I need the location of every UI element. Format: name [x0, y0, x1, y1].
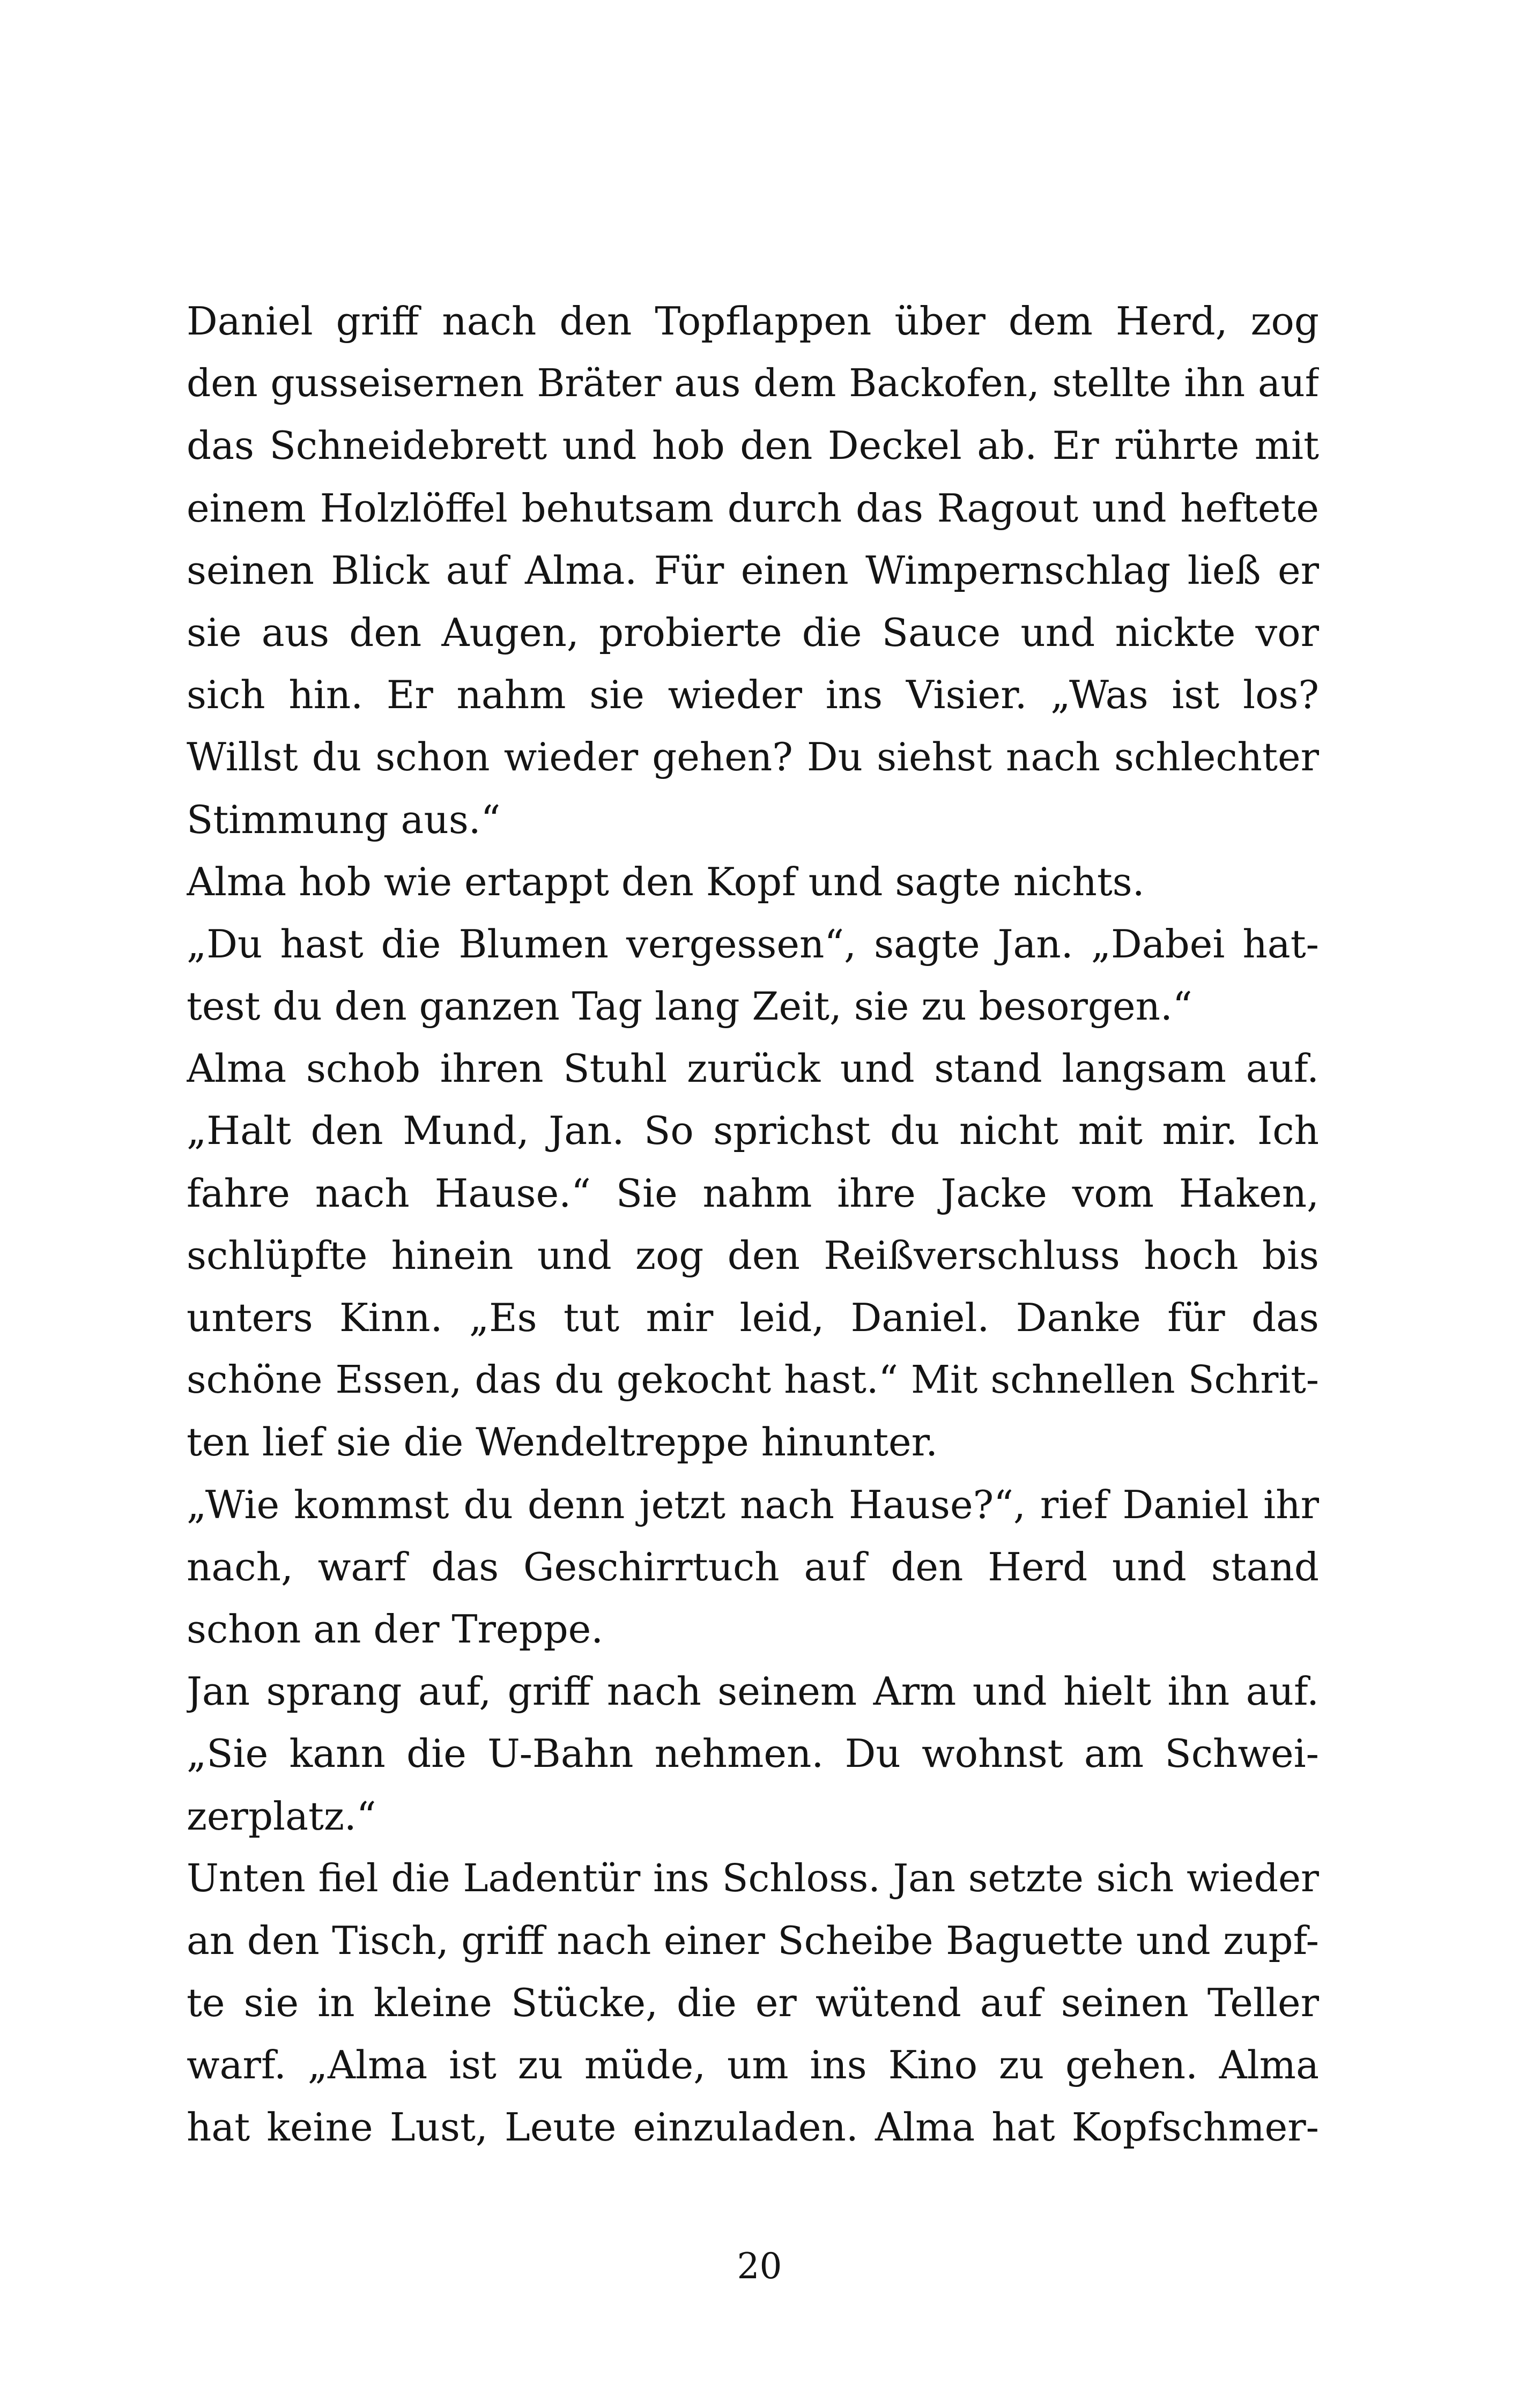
text-line: schon an der Treppe. — [187, 1606, 604, 1652]
text-line: schlüpfte hinein und zog den Reißverschluss hoch bis — [187, 1232, 1319, 1278]
text-line: „Halt den Mund, Jan. So sprichst du nicht mit mir. Ich — [187, 1108, 1319, 1154]
text-line: test du den ganzen Tag lang Zeit, sie zu besorgen.“ — [187, 984, 1192, 1029]
text-line: warf. „Alma ist zu müde, um ins Kino zu gehen. Alma — [187, 2042, 1319, 2088]
text-line: nach, warf das Geschirrtuch auf den Herd und stand — [187, 1544, 1319, 1589]
text-line: „Du hast die Blumen vergessen“, sagte Jan. „Dabei hat- — [187, 921, 1319, 967]
text-line: Alma schob ihren Stuhl zurück und stand langsam auf. — [187, 1046, 1319, 1091]
text-line: sie aus den Augen, probierte die Sauce und nickte vor — [187, 610, 1319, 655]
text-line: Stimmung aus.“ — [187, 797, 501, 842]
text-line: schöne Essen, das du gekocht hast.“ Mit schnellen Schrit- — [187, 1357, 1319, 1402]
text-line: das Schneidebrett und hob den Deckel ab. Er rührte mit — [187, 423, 1319, 469]
text-line: an den Tisch, griff nach einer Scheibe Baguette und zupf- — [187, 1918, 1319, 1963]
text-line: Unten fiel die Ladentür ins Schloss. Jan setzte sich wieder — [187, 1855, 1319, 1900]
text-line: Daniel griff nach den Topflappen über dem Herd, zog — [187, 299, 1319, 344]
text-line: unters Kinn. „Es tut mir leid, Daniel. Danke für das — [187, 1295, 1319, 1340]
text-line: einem Holzlöffel behutsam durch das Ragout und heftete — [187, 485, 1319, 531]
text-line: „Wie kommst du denn jetzt nach Hause?“, rief Daniel ihr — [187, 1482, 1319, 1527]
text-line: den gusseisernen Bräter aus dem Backofen, stellte ihn auf — [187, 361, 1319, 406]
body-text — [187, 290, 1319, 2159]
page-number: 20 — [737, 2246, 782, 2287]
text-line: sich hin. Er nahm sie wieder ins Visier. „Was ist los? — [187, 672, 1319, 718]
text-line: hat keine Lust, Leute einzuladen. Alma hat Kopfschmer- — [187, 2105, 1319, 2150]
text-line: ten lief sie die Wendeltreppe hinunter. — [187, 1419, 938, 1465]
text-line: te sie in kleine Stücke, die er wütend auf seinen Teller — [187, 1980, 1319, 2026]
text-line: fahre nach Hause.“ Sie nahm ihre Jacke vom Haken, — [187, 1170, 1319, 1216]
text-line: „Sie kann die U-Bahn nehmen. Du wohnst am Schwei- — [187, 1731, 1319, 1777]
text-line: zerplatz.“ — [187, 1793, 376, 1839]
text-line: Alma hob wie ertappt den Kopf und sagte nichts. — [187, 859, 1145, 904]
text-line: Jan sprang auf, griff nach seinem Arm und hielt ihn auf. — [187, 1669, 1319, 1714]
text-line: seinen Blick auf Alma. Für einen Wimpernschlag ließ er — [187, 547, 1319, 593]
text-line: Willst du schon wieder gehen? Du siehst nach schlechter — [187, 734, 1319, 780]
